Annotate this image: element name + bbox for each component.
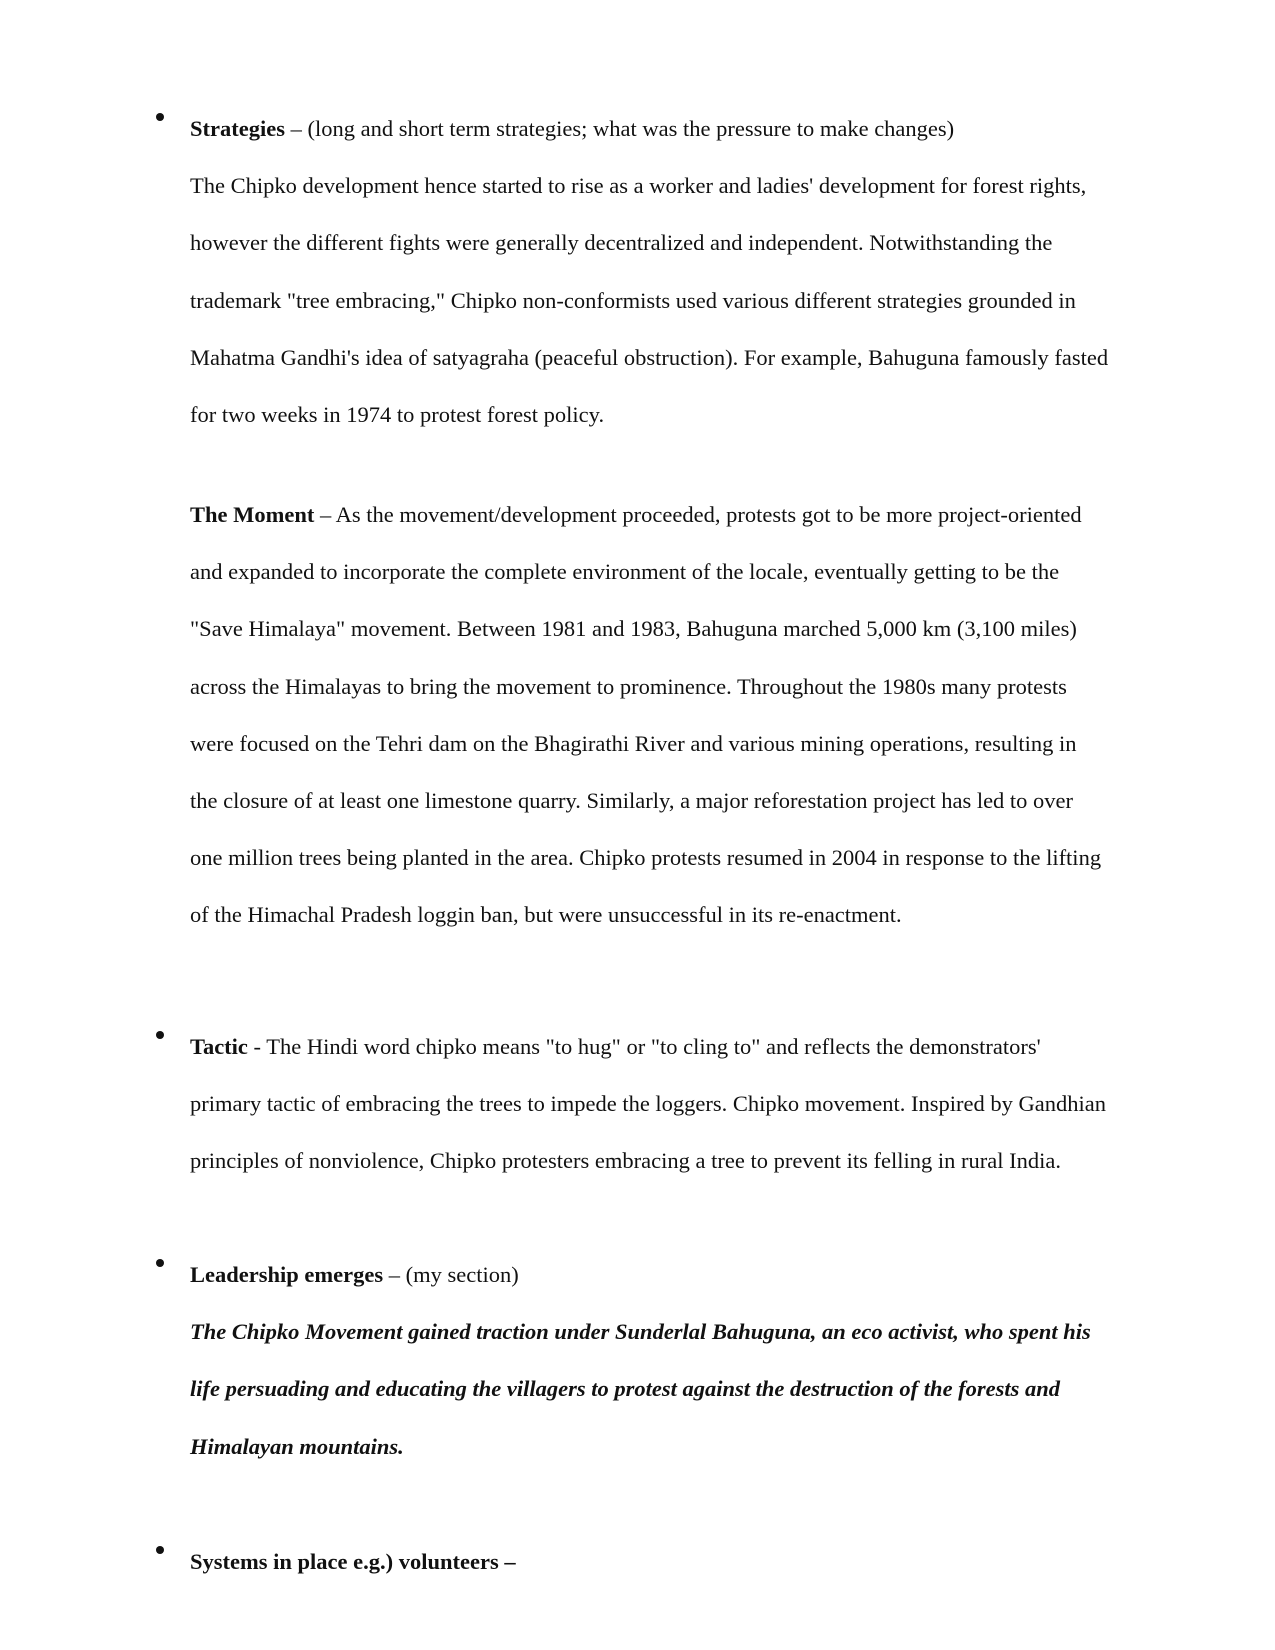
moment-body-line: were focused on the Tehri dam on the Bhagirathi River and various mining operations, resulting in [190, 730, 1077, 756]
bullet-icon [156, 1031, 164, 1039]
tactic-section [190, 1018, 1200, 1190]
tactic-heading: Tactic [190, 1034, 248, 1059]
moment-body-line: "Save Himalaya" movement. Between 1981 and 1983, Bahuguna marched 5,000 km (3,100 miles) [190, 616, 1077, 642]
moment-first-line [190, 486, 1200, 543]
strategies-body-line: for two weeks in 1974 to protest forest policy. [190, 402, 605, 428]
moment-body-line: across the Himalayas to bring the movement to prominence. Throughout the 1980s many protests [190, 673, 1067, 699]
strategies-body-line: trademark "tree embracing," Chipko non-conformists used various different strategies grounded in [190, 287, 1076, 313]
strategies-body-line: however the different fights were generally decentralized and independent. Notwithstanding the [190, 230, 1053, 256]
moment-heading: The Moment [190, 502, 315, 527]
tactic-first-line-text: - The Hindi word chipko means "to hug" or "to cling to" and reflects the demonstrators' [247, 1034, 1041, 1059]
moment-body-line: of the Himachal Pradesh loggin ban, but were unsuccessful in its re-enactment. [190, 902, 902, 928]
leadership-section [190, 1246, 1200, 1475]
systems-section [190, 1533, 1200, 1590]
systems-dash: – [498, 1549, 516, 1574]
systems-heading-line [190, 1533, 1200, 1590]
tactic-first-line [190, 1018, 1200, 1075]
strategies-section [190, 100, 1200, 443]
moment-body-line: the closure of at least one limestone quarry. Similarly, a major reforestation project has led to over [190, 788, 1074, 814]
tactic-body-line: principles of nonviolence, Chipko protesters embracing a tree to prevent its felling in rural India. [190, 1148, 1061, 1174]
systems-heading: Systems in place e.g.) volunteers [190, 1549, 499, 1574]
bullet-icon [156, 1546, 164, 1554]
strategies-body-line: Mahatma Gandhi's idea of satyagraha (peaceful obstruction). For example, Bahuguna famously fasted [190, 344, 1109, 370]
leadership-heading-line [190, 1246, 1200, 1303]
strategies-heading-line [190, 100, 1200, 157]
moment-section [190, 486, 1200, 944]
leadership-heading: Leadership emerges [190, 1262, 384, 1287]
moment-first-line-text: – As the movement/development proceeded, protests got to be more project-oriented [314, 502, 1082, 527]
tactic-body-line: primary tactic of embracing the trees to impede the loggers. Chipko movement. Inspired by Gandhian [190, 1091, 1106, 1117]
moment-body-line: and expanded to incorporate the complete environment of the locale, eventually getting to be the [190, 559, 1060, 585]
leadership-body-line: The Chipko Movement gained traction under Sunderlal Bahuguna, an eco activist, who spent his [190, 1319, 1091, 1345]
leadership-subtitle: – (my section) [383, 1262, 519, 1287]
bullet-icon [156, 113, 164, 121]
strategies-subtitle: – (long and short term strategies; what was the pressure to make changes) [284, 116, 955, 141]
leadership-body-line: Himalayan mountains. [190, 1433, 404, 1459]
leadership-body-line: life persuading and educating the villagers to protest against the destruction of the forests and [190, 1376, 1061, 1402]
strategies-heading: Strategies [190, 116, 285, 141]
moment-body-line: one million trees being planted in the area. Chipko protests resumed in 2004 in response to the lifting [190, 845, 1102, 871]
bullet-icon [156, 1259, 164, 1267]
strategies-body-line: The Chipko development hence started to rise as a worker and ladies' development for forest rights, [190, 173, 1087, 199]
